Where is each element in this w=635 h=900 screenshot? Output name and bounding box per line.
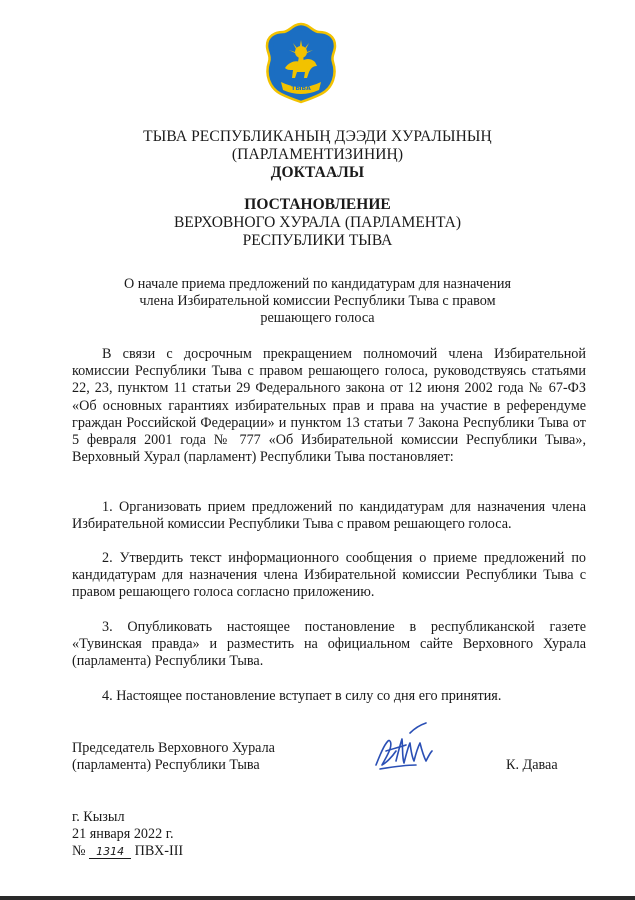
signatory-position-line-1: Председатель Верховного Хурала [72,740,275,756]
number-suffix: ПВХ-III [134,843,184,859]
item-4-text: 4. Настоящее постановление вступает в силу со дня его принятия. [102,688,502,704]
subject-line-3: решающего голоса [260,310,375,326]
item-2-paragraph [72,550,586,602]
header-line-3: ДОКТААЛЫ [270,164,365,181]
handwritten-signature [370,721,438,773]
document-number [72,843,183,860]
preamble-text: В связи с досрочным прекращением полномочий члена Избирательной комиссии Республики Тыва с правом решающего голоса, руководствуясь статьями 22, 23, пунктом 11 статьи 29 Федерального закона от 12 июня 2002 года № 67-ФЗ «Об основных гарантиях избирательных прав и права на участие в референдуме граждан Российской Федерации» и пунктом 13 статьи 7 Закона Республики Тыва от 5 февраля 2001 года № 777 «Об Избирательной комиссии Республики Тыва», Верховный Хурал (парламент) Республики Тыва постановляет: [72,346,586,466]
item-1-text: 1. Организовать прием предложений по кандидатурам для назначения члена Избирательной комиссии Республики Тыва с правом решающего голоса. [72,499,586,533]
number-prefix: № [72,843,86,859]
coat-of-arms-emblem [263,22,339,104]
place-of-signing: г. Кызыл [72,809,125,825]
subject-line-1: О начале приема предложений по кандидатурам для назначения [123,276,512,292]
item-4-paragraph [72,688,586,705]
title-line-3: РЕСПУБЛИКИ ТЫВА [242,232,393,249]
item-3-paragraph [72,619,586,671]
item-2-text: 2. Утвердить текст информационного сообщения о приеме предложений по кандидатурам для назначения члена Избирательной комиссии Республики Тыва с правом решающего голоса согласно приложению. [72,550,586,601]
item-1-paragraph [72,499,586,533]
preamble-paragraph [72,346,586,466]
title-line-1: ПОСТАНОВЛЕНИЕ [244,196,391,213]
scan-edge-line [0,896,635,900]
handwritten-number: 1314 [89,845,131,859]
subject-line-2: члена Избирательной комиссии Республики Тыва с правом [139,293,496,309]
date-of-signing: 21 января 2022 г. [72,826,174,842]
signatory-position-line-2: (парламента) Республики Тыва [72,757,260,773]
item-3-text: 3. Опубликовать настоящее постановление в республиканской газете «Тувинская правда» и разместить на официальном сайте Верховного Хурала (парламента) Республики Тыва. [72,619,586,670]
header-line-2: (ПАРЛАМЕНТИЗИНИҢ) [231,146,404,163]
signatory-name: К. Даваа [506,757,558,773]
emblem-ribbon-text: ТЫВА [291,85,311,92]
title-line-2: ВЕРХОВНОГО ХУРАЛА (ПАРЛАМЕНТА) [173,214,462,231]
header-line-1: ТЫВА РЕСПУБЛИКАНЫҢ ДЭЭДИ ХУРАЛЫНЫҢ [143,128,492,145]
